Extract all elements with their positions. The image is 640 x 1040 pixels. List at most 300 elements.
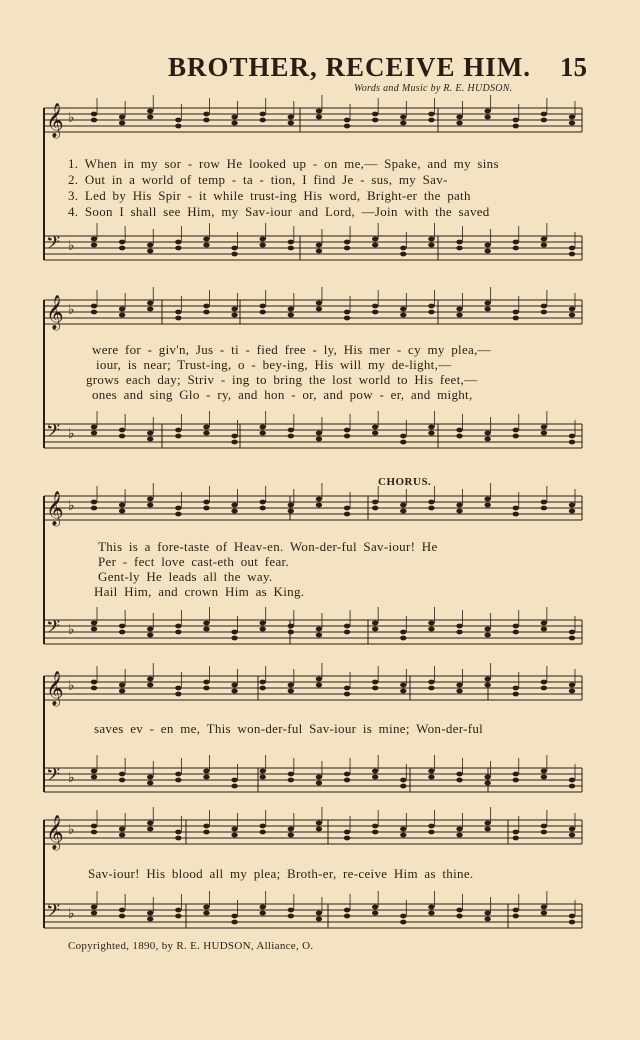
note-head bbox=[147, 917, 153, 922]
note-head bbox=[541, 680, 547, 685]
note-head bbox=[400, 313, 406, 318]
note-head bbox=[288, 121, 294, 126]
note-head bbox=[260, 769, 266, 774]
note-head bbox=[91, 911, 97, 916]
note-head bbox=[288, 434, 294, 439]
note-head bbox=[400, 784, 406, 789]
note-head bbox=[344, 908, 350, 913]
note-head bbox=[569, 313, 575, 318]
note-head bbox=[119, 772, 125, 777]
note-head bbox=[428, 425, 434, 430]
note-head bbox=[119, 434, 125, 439]
treble-clef: 𝄞 bbox=[46, 491, 64, 526]
note-head bbox=[541, 506, 547, 511]
note-head bbox=[260, 830, 266, 835]
note-head bbox=[372, 905, 378, 910]
note-head bbox=[203, 621, 209, 626]
note-head bbox=[203, 237, 209, 242]
lyric-line: Gent-ly He leads all the way. bbox=[98, 569, 273, 584]
note-head bbox=[91, 824, 97, 829]
note-head bbox=[344, 692, 350, 697]
note-head bbox=[147, 633, 153, 638]
note-head bbox=[541, 431, 547, 436]
note-head bbox=[91, 237, 97, 242]
note-head bbox=[344, 830, 350, 835]
note-head bbox=[203, 506, 209, 511]
note-head bbox=[541, 243, 547, 248]
note-head bbox=[484, 249, 490, 254]
note-head bbox=[428, 243, 434, 248]
note-head bbox=[513, 630, 519, 635]
note-head bbox=[428, 824, 434, 829]
note-head bbox=[175, 428, 181, 433]
note-head bbox=[119, 246, 125, 251]
note-head bbox=[541, 310, 547, 315]
note-head bbox=[344, 316, 350, 321]
note-head bbox=[400, 115, 406, 120]
note-head bbox=[260, 824, 266, 829]
note-head bbox=[316, 633, 322, 638]
note-head bbox=[316, 437, 322, 442]
note-head bbox=[513, 246, 519, 251]
note-head bbox=[513, 512, 519, 517]
note-head bbox=[231, 307, 237, 312]
note-head bbox=[203, 905, 209, 910]
note-head bbox=[456, 630, 462, 635]
note-head bbox=[541, 621, 547, 626]
copyright-notice: Copyrighted, 1890, by R. E. HUDSON, Alliance, O. bbox=[68, 940, 314, 952]
note-head bbox=[400, 434, 406, 439]
note-head bbox=[456, 689, 462, 694]
note-head bbox=[91, 112, 97, 117]
treble-clef: 𝄞 bbox=[46, 295, 64, 330]
note-head bbox=[484, 633, 490, 638]
note-head bbox=[372, 500, 378, 505]
note-head bbox=[119, 121, 125, 126]
note-head bbox=[484, 677, 490, 682]
note-head bbox=[147, 627, 153, 632]
note-head bbox=[119, 630, 125, 635]
note-head bbox=[119, 624, 125, 629]
note-head bbox=[288, 313, 294, 318]
key-flat: ♭ bbox=[68, 302, 75, 318]
note-head bbox=[175, 310, 181, 315]
note-head bbox=[316, 827, 322, 832]
note-head bbox=[372, 627, 378, 632]
note-head bbox=[400, 683, 406, 688]
note-head bbox=[541, 112, 547, 117]
note-head bbox=[372, 310, 378, 315]
note-head bbox=[513, 316, 519, 321]
note-head bbox=[288, 908, 294, 913]
note-head bbox=[260, 243, 266, 248]
note-head bbox=[372, 775, 378, 780]
note-head bbox=[456, 503, 462, 508]
note-head bbox=[316, 497, 322, 502]
note-head bbox=[260, 237, 266, 242]
note-head bbox=[260, 680, 266, 685]
note-head bbox=[231, 630, 237, 635]
bass-clef: 𝄢 bbox=[46, 765, 61, 790]
note-head bbox=[119, 914, 125, 919]
note-head bbox=[231, 827, 237, 832]
note-head bbox=[260, 425, 266, 430]
note-head bbox=[513, 310, 519, 315]
note-head bbox=[260, 775, 266, 780]
note-head bbox=[541, 830, 547, 835]
note-head bbox=[372, 911, 378, 916]
note-head bbox=[344, 512, 350, 517]
note-head bbox=[372, 304, 378, 309]
note-head bbox=[175, 830, 181, 835]
note-head bbox=[119, 509, 125, 514]
note-head bbox=[344, 428, 350, 433]
note-head bbox=[569, 683, 575, 688]
treble-clef: 𝄞 bbox=[46, 815, 64, 850]
note-head bbox=[147, 497, 153, 502]
note-head bbox=[541, 824, 547, 829]
note-head bbox=[344, 434, 350, 439]
note-head bbox=[119, 683, 125, 688]
note-head bbox=[91, 905, 97, 910]
lyric-line: saves ev - en me, This won-der-ful Sav-iour is mine; Won-der-ful bbox=[94, 721, 484, 736]
note-head bbox=[231, 509, 237, 514]
note-head bbox=[119, 307, 125, 312]
note-head bbox=[260, 627, 266, 632]
note-head bbox=[175, 914, 181, 919]
note-head bbox=[372, 431, 378, 436]
note-head bbox=[569, 246, 575, 251]
note-head bbox=[288, 428, 294, 433]
lyric-line: 2. Out in a world of temp - ta - tion, I find Je - sus, my Sav- bbox=[68, 172, 448, 187]
note-head bbox=[91, 775, 97, 780]
note-head bbox=[203, 304, 209, 309]
note-head bbox=[456, 428, 462, 433]
note-head bbox=[400, 920, 406, 925]
note-head bbox=[569, 509, 575, 514]
note-head bbox=[541, 911, 547, 916]
note-head bbox=[231, 914, 237, 919]
note-head bbox=[260, 506, 266, 511]
note-head bbox=[203, 425, 209, 430]
note-head bbox=[91, 830, 97, 835]
note-head bbox=[541, 769, 547, 774]
note-head bbox=[569, 252, 575, 257]
note-head bbox=[344, 506, 350, 511]
note-head bbox=[456, 115, 462, 120]
note-head bbox=[513, 428, 519, 433]
note-head bbox=[513, 624, 519, 629]
hymn-title: BROTHER, RECEIVE HIM. bbox=[168, 52, 532, 82]
note-head bbox=[260, 112, 266, 117]
note-head bbox=[147, 301, 153, 306]
note-head bbox=[484, 431, 490, 436]
lyric-line: Hail Him, and crown Him as King. bbox=[94, 584, 305, 599]
note-head bbox=[175, 772, 181, 777]
note-head bbox=[456, 313, 462, 318]
note-head bbox=[428, 627, 434, 632]
note-head bbox=[456, 509, 462, 514]
note-head bbox=[344, 686, 350, 691]
note-head bbox=[456, 121, 462, 126]
note-head bbox=[541, 905, 547, 910]
note-head bbox=[203, 627, 209, 632]
note-head bbox=[456, 827, 462, 832]
note-head bbox=[147, 775, 153, 780]
note-head bbox=[428, 905, 434, 910]
note-head bbox=[400, 252, 406, 257]
note-head bbox=[91, 243, 97, 248]
note-head bbox=[175, 124, 181, 129]
note-head bbox=[569, 636, 575, 641]
note-head bbox=[400, 509, 406, 514]
note-head bbox=[260, 621, 266, 626]
note-head bbox=[147, 821, 153, 826]
lyric-line: grows each day; Striv - ing to bring the lost world to His feet,— bbox=[86, 372, 478, 387]
note-head bbox=[147, 249, 153, 254]
note-head bbox=[484, 243, 490, 248]
note-head bbox=[569, 115, 575, 120]
note-head bbox=[91, 304, 97, 309]
note-head bbox=[147, 115, 153, 120]
note-head bbox=[513, 240, 519, 245]
note-head bbox=[203, 118, 209, 123]
note-head bbox=[344, 772, 350, 777]
note-head bbox=[91, 621, 97, 626]
note-head bbox=[541, 500, 547, 505]
note-head bbox=[513, 772, 519, 777]
note-head bbox=[541, 627, 547, 632]
note-head bbox=[231, 920, 237, 925]
note-head bbox=[203, 500, 209, 505]
note-head bbox=[316, 243, 322, 248]
note-head bbox=[175, 836, 181, 841]
note-head bbox=[316, 917, 322, 922]
note-head bbox=[288, 630, 294, 635]
note-head bbox=[147, 781, 153, 786]
note-head bbox=[456, 908, 462, 913]
note-head bbox=[484, 917, 490, 922]
note-head bbox=[288, 624, 294, 629]
note-head bbox=[260, 431, 266, 436]
note-head bbox=[91, 310, 97, 315]
note-head bbox=[175, 512, 181, 517]
note-head bbox=[231, 683, 237, 688]
bass-clef: 𝄢 bbox=[46, 233, 61, 258]
lyric-line: iour, is near; Trust-ing, o - bey-ing, His will my de-light,— bbox=[96, 357, 452, 372]
note-head bbox=[203, 686, 209, 691]
note-head bbox=[428, 500, 434, 505]
note-head bbox=[400, 833, 406, 838]
lyric-line: Sav-iour! His blood all my plea; Broth-er, re-ceive Him as thine. bbox=[88, 866, 474, 881]
note-head bbox=[484, 911, 490, 916]
note-head bbox=[569, 689, 575, 694]
note-head bbox=[456, 914, 462, 919]
note-head bbox=[513, 124, 519, 129]
note-head bbox=[372, 830, 378, 835]
note-head bbox=[288, 509, 294, 514]
note-head bbox=[231, 440, 237, 445]
note-head bbox=[231, 503, 237, 508]
key-flat: ♭ bbox=[68, 678, 75, 694]
note-head bbox=[316, 677, 322, 682]
lyric-line: This is a fore-taste of Heav-en. Won-der-ful Sav-iour! He bbox=[98, 539, 438, 554]
note-head bbox=[288, 827, 294, 832]
note-head bbox=[344, 630, 350, 635]
note-head bbox=[203, 911, 209, 916]
note-head bbox=[147, 911, 153, 916]
note-head bbox=[428, 304, 434, 309]
note-head bbox=[91, 506, 97, 511]
note-head bbox=[372, 824, 378, 829]
note-head bbox=[203, 680, 209, 685]
note-head bbox=[456, 434, 462, 439]
note-head bbox=[288, 914, 294, 919]
note-head bbox=[400, 778, 406, 783]
note-head bbox=[147, 503, 153, 508]
lyric-line: 1. When in my sor - row He looked up - on me,— Spake, and my sins bbox=[68, 156, 499, 171]
note-head bbox=[456, 772, 462, 777]
key-flat: ♭ bbox=[68, 906, 75, 922]
note-head bbox=[456, 624, 462, 629]
note-head bbox=[344, 246, 350, 251]
note-head bbox=[91, 627, 97, 632]
note-head bbox=[344, 240, 350, 245]
note-head bbox=[203, 243, 209, 248]
key-flat: ♭ bbox=[68, 498, 75, 514]
note-head bbox=[231, 689, 237, 694]
note-head bbox=[372, 621, 378, 626]
note-head bbox=[231, 434, 237, 439]
note-head bbox=[91, 431, 97, 436]
note-head bbox=[400, 630, 406, 635]
note-head bbox=[203, 310, 209, 315]
note-head bbox=[484, 437, 490, 442]
note-head bbox=[569, 914, 575, 919]
note-head bbox=[484, 301, 490, 306]
note-head bbox=[288, 115, 294, 120]
note-head bbox=[428, 431, 434, 436]
bass-clef: 𝄢 bbox=[46, 617, 61, 642]
author-credit: Words and Music by R. E. HUDSON. bbox=[354, 83, 513, 94]
note-head bbox=[344, 624, 350, 629]
note-head bbox=[400, 307, 406, 312]
note-head bbox=[513, 836, 519, 841]
note-head bbox=[484, 497, 490, 502]
note-head bbox=[119, 313, 125, 318]
note-head bbox=[147, 827, 153, 832]
note-head bbox=[175, 692, 181, 697]
key-flat: ♭ bbox=[68, 238, 75, 254]
note-head bbox=[288, 503, 294, 508]
note-head bbox=[175, 240, 181, 245]
note-head bbox=[175, 316, 181, 321]
note-head bbox=[260, 304, 266, 309]
lyric-line: ones and sing Glo - ry, and hon - or, and pow - er, and might, bbox=[92, 387, 473, 402]
note-head bbox=[288, 772, 294, 777]
note-head bbox=[175, 630, 181, 635]
treble-clef: 𝄞 bbox=[46, 103, 64, 138]
note-head bbox=[484, 683, 490, 688]
note-head bbox=[260, 118, 266, 123]
note-head bbox=[513, 692, 519, 697]
note-head bbox=[147, 437, 153, 442]
note-head bbox=[456, 240, 462, 245]
note-head bbox=[288, 689, 294, 694]
note-head bbox=[484, 307, 490, 312]
note-head bbox=[428, 506, 434, 511]
note-head bbox=[513, 830, 519, 835]
note-head bbox=[316, 431, 322, 436]
bass-clef: 𝄢 bbox=[46, 901, 61, 926]
key-flat: ♭ bbox=[68, 426, 75, 442]
note-head bbox=[175, 434, 181, 439]
note-head bbox=[288, 240, 294, 245]
note-head bbox=[288, 683, 294, 688]
bass-clef: 𝄢 bbox=[46, 421, 61, 446]
note-head bbox=[231, 121, 237, 126]
note-head bbox=[541, 775, 547, 780]
note-head bbox=[316, 781, 322, 786]
note-head bbox=[344, 778, 350, 783]
note-head bbox=[316, 115, 322, 120]
key-flat: ♭ bbox=[68, 622, 75, 638]
note-head bbox=[260, 686, 266, 691]
note-head bbox=[231, 784, 237, 789]
note-head bbox=[316, 301, 322, 306]
note-head bbox=[428, 237, 434, 242]
note-head bbox=[513, 434, 519, 439]
note-head bbox=[400, 689, 406, 694]
note-head bbox=[316, 109, 322, 114]
note-head bbox=[400, 503, 406, 508]
note-head bbox=[456, 307, 462, 312]
note-head bbox=[484, 821, 490, 826]
note-head bbox=[456, 246, 462, 251]
note-head bbox=[428, 310, 434, 315]
note-head bbox=[203, 775, 209, 780]
note-head bbox=[316, 821, 322, 826]
note-head bbox=[231, 313, 237, 318]
note-head bbox=[260, 500, 266, 505]
note-head bbox=[428, 621, 434, 626]
note-head bbox=[372, 680, 378, 685]
note-head bbox=[119, 240, 125, 245]
note-head bbox=[203, 769, 209, 774]
note-head bbox=[119, 503, 125, 508]
note-head bbox=[484, 627, 490, 632]
note-head bbox=[513, 506, 519, 511]
key-flat: ♭ bbox=[68, 110, 75, 126]
note-head bbox=[91, 686, 97, 691]
note-head bbox=[372, 118, 378, 123]
note-head bbox=[569, 920, 575, 925]
note-head bbox=[400, 827, 406, 832]
note-head bbox=[288, 833, 294, 838]
note-head bbox=[484, 775, 490, 780]
note-head bbox=[175, 118, 181, 123]
note-head bbox=[147, 243, 153, 248]
note-head bbox=[484, 827, 490, 832]
note-head bbox=[119, 428, 125, 433]
note-head bbox=[175, 624, 181, 629]
note-head bbox=[428, 112, 434, 117]
note-head bbox=[91, 769, 97, 774]
note-head bbox=[541, 425, 547, 430]
note-head bbox=[541, 237, 547, 242]
lyric-line: Per - fect love cast-eth out fear. bbox=[98, 554, 289, 569]
note-head bbox=[91, 118, 97, 123]
